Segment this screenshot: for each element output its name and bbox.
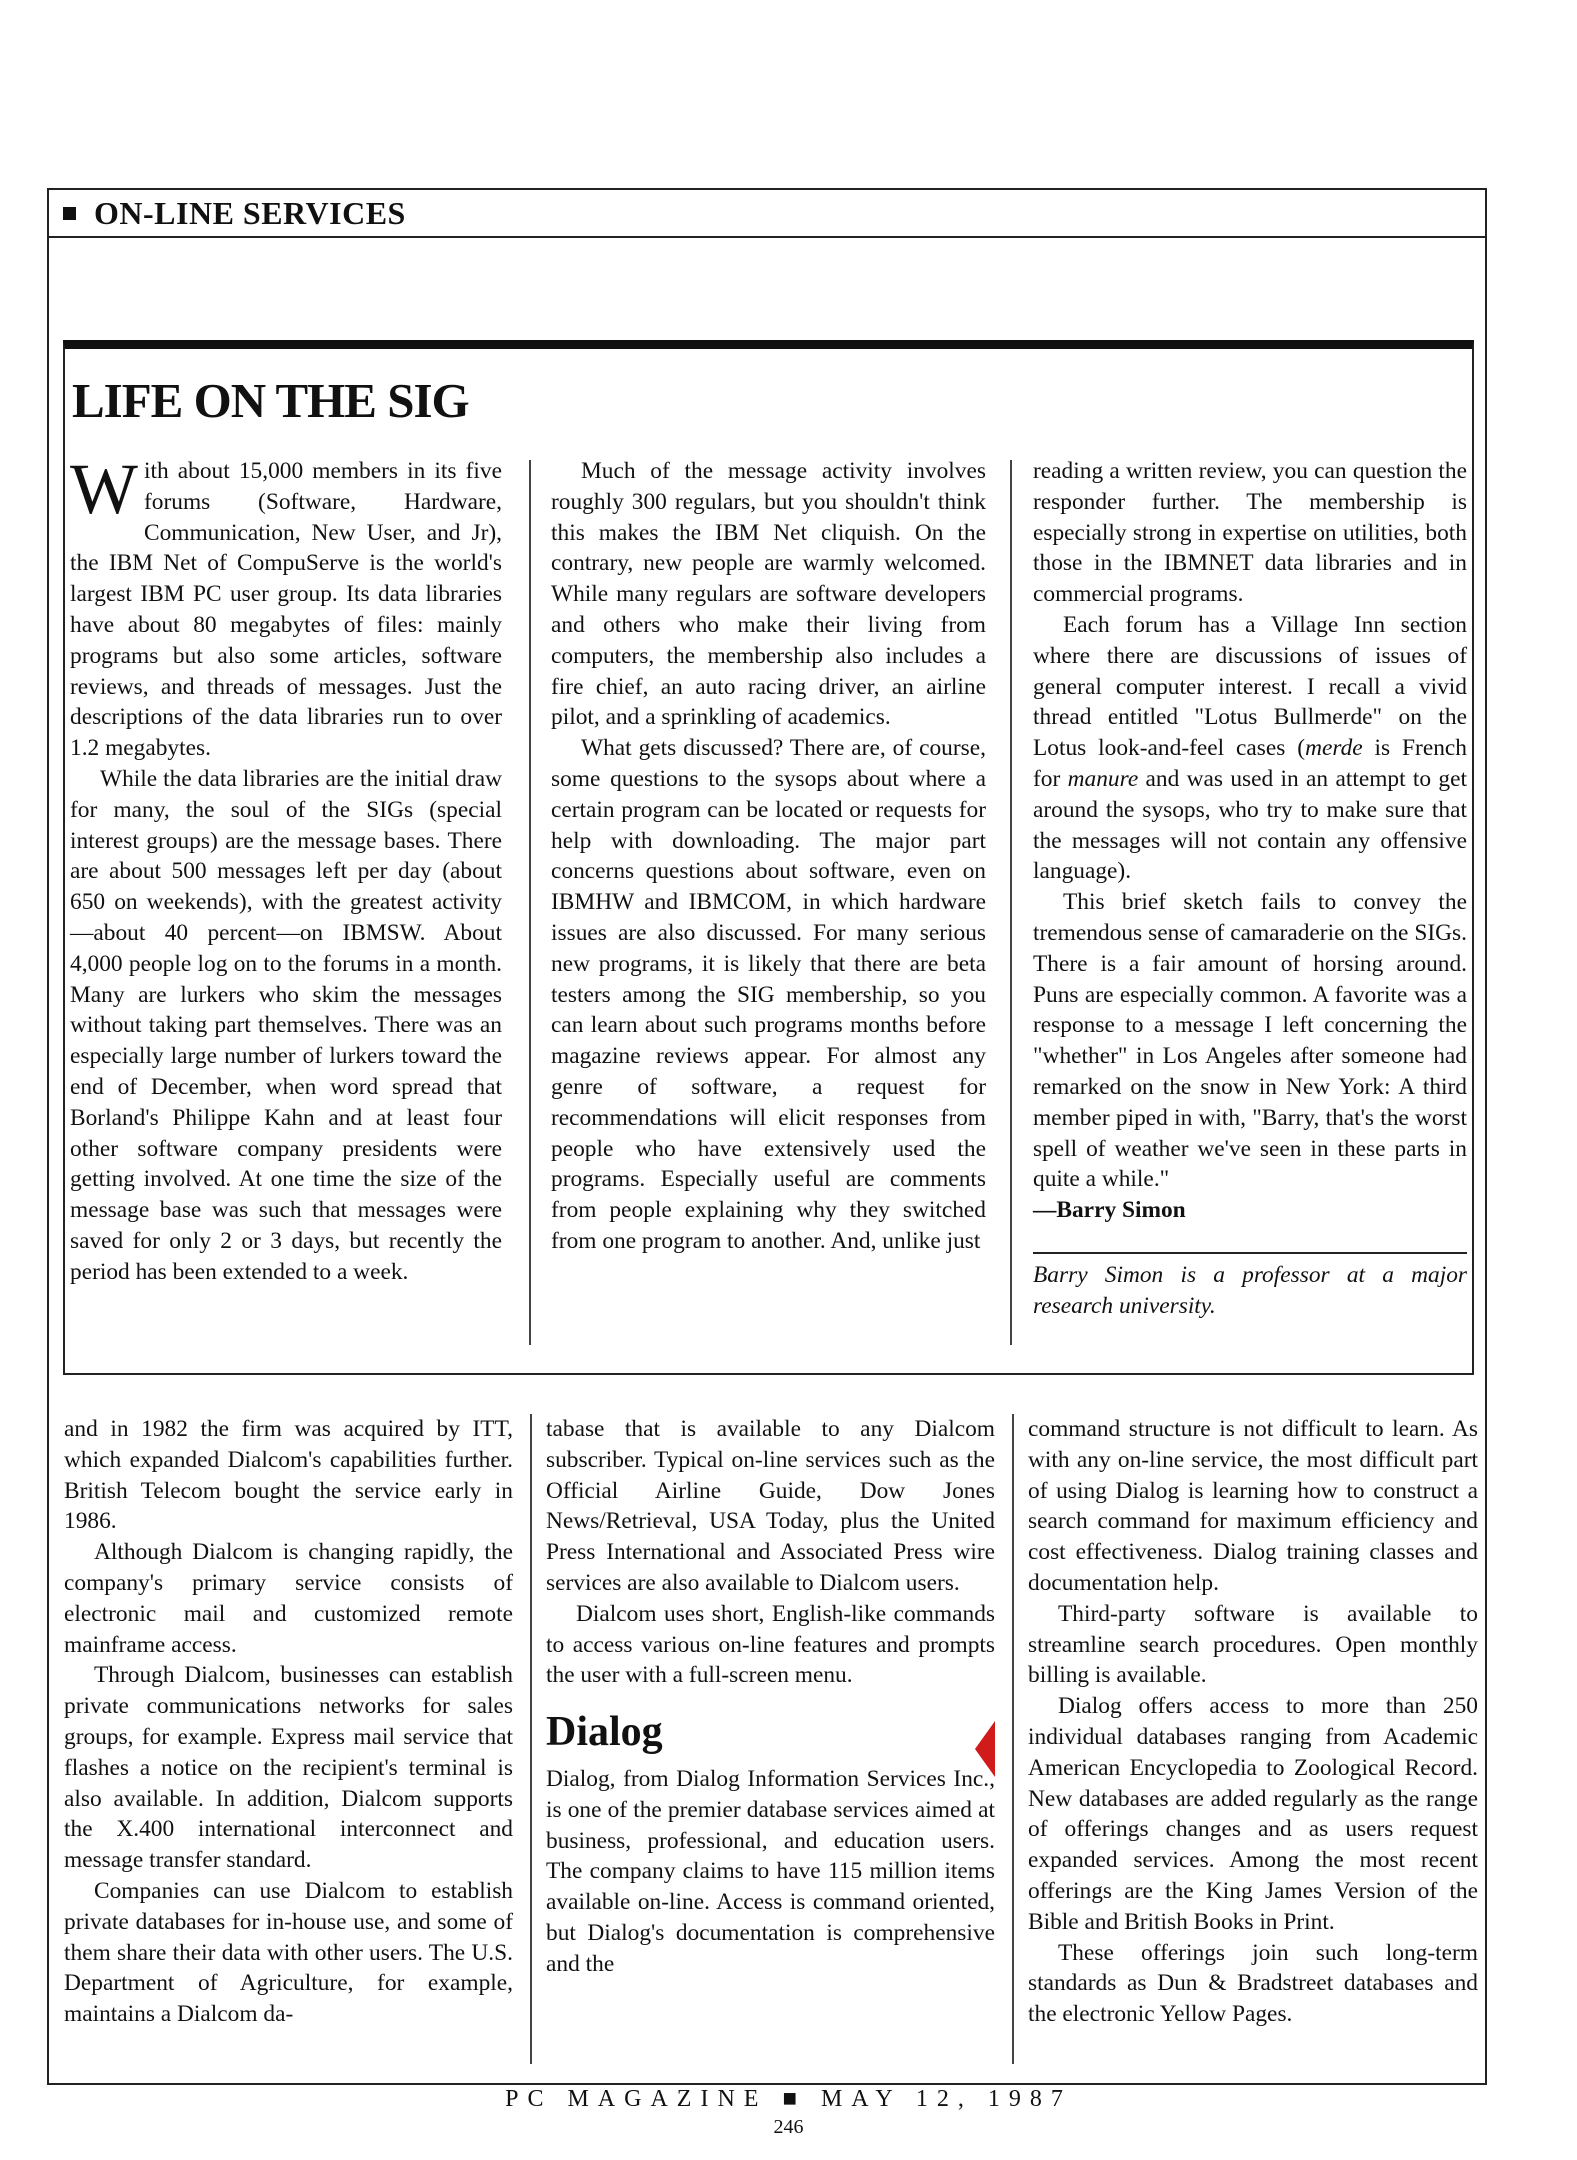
article-paragraph: Dialog offers access to more than 250 individual databases ranging from Academic American Encyclopedia to Zoological Record. New databases are added regularly as the range of offerings changes and as users request expanded services. Among the most recent offerings are the King James Version of the Bible and British Books in Print. xyxy=(1028,1693,1478,1935)
dialog-heading xyxy=(546,1709,995,1756)
article-paragraph: Dialog, from Dialog Information Services Inc., is one of the premier database services aimed at business, professional, and education users. The company claims to have 115 million items available on-line. Access is command oriented, but Dialog's documentation is comprehensive and the xyxy=(546,1765,995,1977)
article-column-1 xyxy=(64,1414,513,2030)
author-bio: Barry Simon is a professor at a major research university. xyxy=(1033,1261,1467,1319)
dialog-heading-text: Dialog xyxy=(546,1709,663,1756)
article-column-3 xyxy=(1028,1414,1478,2030)
section-bullet-icon xyxy=(63,207,76,220)
sidebar-text: is French for xyxy=(1033,735,1468,792)
section-header xyxy=(49,190,1485,238)
drop-cap: W xyxy=(70,449,138,529)
bio-divider xyxy=(1033,1252,1467,1322)
column-rule xyxy=(1010,460,1012,1345)
sidebar-text: ith about 15,000 members in its five forums (Software, Hardware, Communication, New User, and Jr), the IBM Net of CompuServe is the world's largest IBM PC user group. Its data libraries have about 80 megabytes of files: mainly programs but also some articles, software reviews, and threads of messages. Just the descriptions of the data libraries run to over 1.2 megabytes. xyxy=(70,458,502,762)
article-paragraph: Although Dialcom is changing rapidly, the company's primary service consists of electronic mail and customized remote mainframe access. xyxy=(64,1539,513,1658)
column-rule xyxy=(530,1414,532,2064)
column-rule xyxy=(529,460,531,1345)
sidebar-paragraph: While the data libraries are the initial draw for many, the soul of the SIGs (special interest groups) are the message bases. There are about 500 messages left per day (about 650 on weekends), with the greatest activity—about 40 percent—on IBMSW. About 4,000 people log on to the forums in a month. Many are lurkers who skim the messages without taking part themselves. There was an especially large number of lurkers toward the end of December, when word spread that Borland's Philippe Kahn and at least four other software company presidents were getting involved. At one time the size of the message base was such that messages were saved for only 2 or 3 days, but recently the period has been extended to a week. xyxy=(70,765,502,1285)
sidebar-paragraph: reading a written review, you can question the responder further. The membership is especially strong in expertise on utilities, both those in the IBMNET data libraries and in commercial programs. xyxy=(1033,458,1467,608)
sidebar-paragraph xyxy=(1033,610,1467,887)
sidebar-paragraph: This brief sketch fails to convey the tremendous sense of camaraderie on the SIGs. There is a fair amount of horsing around. Puns are especially common. A favorite was a response to a message I left concerning the "whether" in Los Angeles after someone had remarked on the snow in New York: A third member piped in with, "Barry, that's the worst spell of weather we've seen in these parts in quite a while." xyxy=(1033,889,1467,1193)
article-paragraph: tabase that is available to any Dialcom subscriber. Typical on-line services such as the Official Airline Guide, Dow Jones News/Retrieval, USA Today, plus the United Press International and Associated Press wire services are also available to Dialcom users. xyxy=(546,1416,995,1596)
article-paragraph: Through Dialcom, businesses can establish private communications networks for sales groups, for example. Express mail service that flashes a notice on the recipient's terminal is also available. In addition, Dialcom supports the X.400 international interconnect and message transfer standard. xyxy=(64,1662,513,1874)
italic-term: merde xyxy=(1305,735,1363,762)
article-column-2 xyxy=(546,1414,995,1980)
article-paragraph: Companies can use Dialcom to establish private databases for in-house use, and some of them share their data with other users. The U.S. Department of Agriculture, for example, maintains a Dialcom da- xyxy=(64,1877,513,2028)
column-rule xyxy=(1012,1414,1014,2064)
sidebar-column-2 xyxy=(551,456,986,1257)
footer-bullet-icon: ■ xyxy=(782,2086,806,2112)
sidebar-column-1 xyxy=(70,449,502,1288)
page-footer xyxy=(0,2086,1577,2113)
article-paragraph: Dialcom uses short, English-like commands to access various on-line features and prompts the user with a full-screen menu. xyxy=(546,1600,995,1689)
red-marker-icon xyxy=(975,1721,995,1777)
sidebar-paragraph xyxy=(70,449,502,764)
sidebar-title: LIFE ON THE SIG xyxy=(72,373,469,428)
author-byline: —Barry Simon xyxy=(1033,1197,1186,1224)
article-paragraph: These offerings join such long-term standards as Dun & Bradstreet databases and the electronic Yellow Pages. xyxy=(1028,1939,1478,2028)
article-paragraph: and in 1982 the firm was acquired by ITT, which expanded Dialcom's capabilities further. British Telecom bought the service early in 1986. xyxy=(64,1416,513,1535)
sidebar-paragraph: What gets discussed? There are, of course, some questions to the sysops about where a certain program can be located or requests for help with downloading. The major part concerns questions about software, even on IBMHW and IBMCOM, in which hardware issues are also discussed. For many serious new programs, it is likely that there are beta testers among the SIG membership, so you can learn about such programs months before magazine reviews appear. For almost any genre of software, a request for recommendations will elicit responses from people who have extensively used the programs. Especially useful are comments from people explaining why they switched from one program to another. And, unlike just xyxy=(551,735,986,1254)
page-number: 246 xyxy=(773,2116,804,2138)
article-paragraph: command structure is not difficult to learn. As with any on-line service, the most difficult part of using Dialog is learning how to construct a search command for maximum efficiency and cost effectiveness. Dialog training classes and documentation help. xyxy=(1028,1416,1478,1596)
sidebar-paragraph: Much of the message activity involves roughly 300 regulars, but you shouldn't think this makes the IBM Net cliquish. On the contrary, new people are warmly welcomed. While many regulars are software developers and others who make their living from computers, the membership also includes a fire chief, an auto racing driver, an airline pilot, and a sprinkling of academics. xyxy=(551,458,986,731)
sidebar-text: and was used in an attempt to get around the sysops, who try to make sure that the messages will not contain any offensive language). xyxy=(1033,765,1468,885)
magazine-name: PC MAGAZINE xyxy=(505,2086,768,2112)
sidebar-column-3 xyxy=(1033,456,1467,1322)
section-label: ON-LINE SERVICES xyxy=(94,194,406,231)
issue-date: MAY 12, 1987 xyxy=(820,2086,1072,2112)
article-paragraph: Third-party software is available to streamline search procedures. Open monthly billing is available. xyxy=(1028,1600,1478,1689)
italic-term: manure xyxy=(1067,765,1139,792)
sidebar-text: Each forum has a Village Inn section where there are discussions of issues of general computer interest. I recall a vivid thread entitled "Lotus Bullmerde" on the Lotus look-and-feel cases ( xyxy=(1033,611,1467,762)
